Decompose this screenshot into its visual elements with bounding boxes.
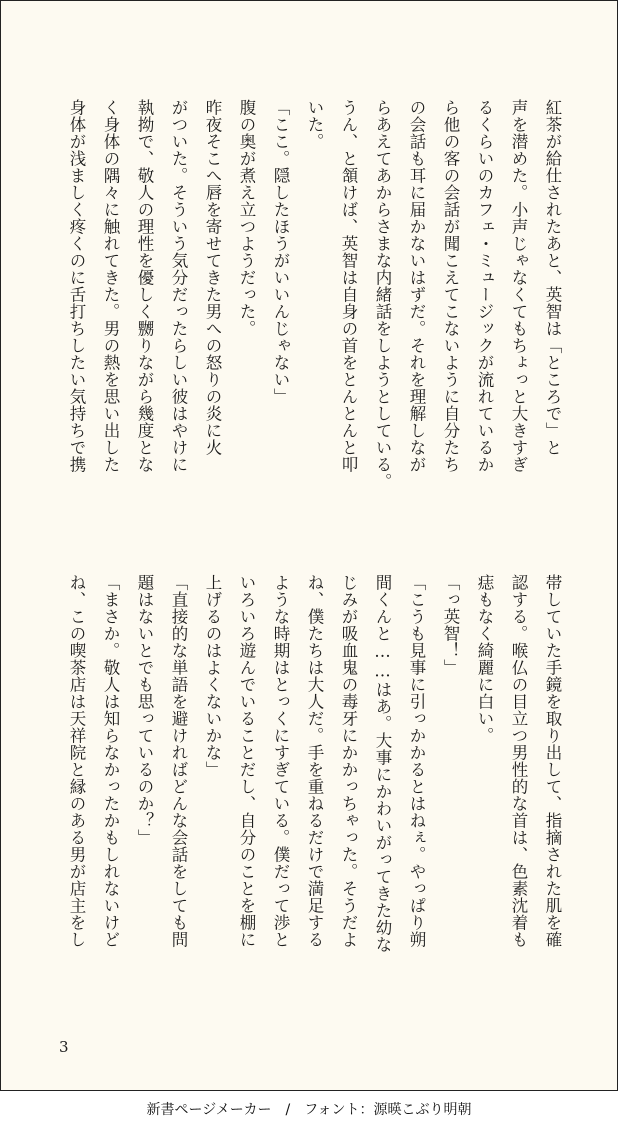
text-line: 腹の奥が煮え立つようだった。 xyxy=(237,99,256,337)
text-line: いた。 xyxy=(305,99,324,150)
text-line: の会話も耳に届かないはずだ。それを理解しなが xyxy=(407,99,426,473)
text-line: 「直接的な単語を避ければどんな会話をしても問 xyxy=(169,574,188,948)
text-line: 上げるのはよくないかな」 xyxy=(203,574,222,778)
text-line: 声を潜めた。小声じゃなくてもちょっと大きすぎ xyxy=(509,99,528,473)
text-line: 身体が浅ましく疼くのに舌打ちしたい気持ちで携 xyxy=(67,99,86,473)
text-line: 「ここ。隠したほうがいいんじゃない」 xyxy=(271,99,290,405)
text-block-bottom xyxy=(59,574,569,1014)
text-line: ような時期はとっくにすぎている。僕だって渉と xyxy=(271,574,290,948)
text-line: らあえてあからさまな内緒話をしようとしている。 xyxy=(373,99,392,490)
text-line: 間くんと……はあ。大事にかわいがってきた幼な xyxy=(373,574,392,953)
text-line: く身体の隅々に触れてきた。男の熱を思い出した xyxy=(101,99,120,473)
text-line: 題はないとでも思っているのか？」 xyxy=(135,574,154,846)
text-line: 「まさか。敬人は知らなかったかもしれないけど xyxy=(101,574,120,948)
text-line: 紅茶が給仕されたあと、英智は「ところで」と xyxy=(543,99,562,456)
text-line: 認する。喉仏の目立つ男性的な首は、色素沈着も xyxy=(509,574,528,948)
text-line: ね、この喫茶店は天祥院と縁のある男が店主をし xyxy=(67,574,86,948)
text-block-top xyxy=(59,99,569,539)
text-line: 「っ英智！」 xyxy=(441,574,460,676)
text-line: じみが吸血鬼の毒牙にかかっちゃった。そうだよ xyxy=(339,574,358,948)
text-line: るくらいのカフェ・ミュージックが流れているか xyxy=(475,99,494,473)
text-line: 「こうも見事に引っかかるとはねぇ。やっぱり朔 xyxy=(407,574,426,948)
text-line: 痣もなく綺麗に白い。 xyxy=(475,574,494,744)
text-line: ら他の客の会話が聞こえてこないように自分たち xyxy=(441,99,460,473)
text-line: がついた。そういう気分だったらしい彼はやけに xyxy=(169,99,188,473)
page-number: 3 xyxy=(59,1038,69,1056)
text-line: うん、と頷けば、英智は自身の首をとんとんと叩 xyxy=(339,99,358,473)
text-line: 帯していた手鏡を取り出して、指摘された肌を確 xyxy=(543,574,562,948)
text-line: いろいろ遊んでいることだし、自分のことを棚に xyxy=(237,574,256,948)
text-line: 執拗で、敬人の理性を優しく嬲りながら幾度とな xyxy=(135,99,154,473)
footer-credit: 新書ページメーカー / フォント：源暎こぶり明朝 xyxy=(146,1102,472,1118)
text-line: ね、僕たちは大人だ。手を重ねるだけで満足する xyxy=(305,574,324,948)
text-line: 昨夜そこへ唇を寄せてきた男への怒りの炎に火 xyxy=(203,99,222,456)
